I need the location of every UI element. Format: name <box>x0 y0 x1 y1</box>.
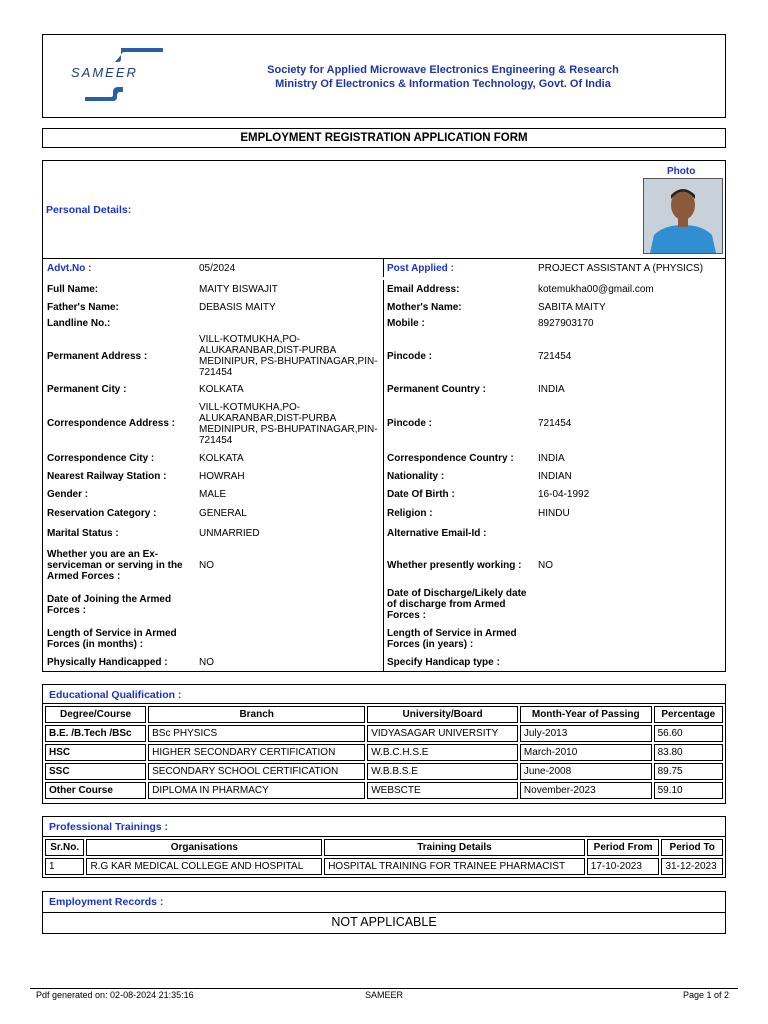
personal-row <box>43 280 725 298</box>
field-value: KOLKATA <box>199 453 244 464</box>
personal-row <box>43 544 725 586</box>
education-title: Educational Qualification : <box>49 689 182 701</box>
table-row <box>45 744 723 761</box>
field-label: Alternative Email-Id : <box>387 527 487 539</box>
table-cell: WEBSCTE <box>367 782 518 799</box>
field-label: Gender : <box>47 489 89 500</box>
column-header: Period From <box>587 839 660 856</box>
field-label: Reservation Category : <box>47 507 157 519</box>
field-label: Landline No.: <box>47 318 111 329</box>
table-cell: DIPLOMA IN PHARMACY <box>148 782 365 799</box>
education-table <box>43 704 725 801</box>
trainings-title: Professional Trainings : <box>49 821 169 833</box>
field-value <box>538 654 723 671</box>
table-cell: HIGHER SECONDARY CERTIFICATION <box>148 744 365 761</box>
field-value: MAITY BISWAJIT <box>199 283 278 295</box>
table-cell: 17-10-2023 <box>587 858 660 875</box>
personal-row <box>43 298 725 316</box>
personal-row <box>43 259 725 277</box>
table-row <box>45 782 723 799</box>
field-label: Specify Handicap type : <box>387 657 500 668</box>
field-label: Date of Discharge/Likely date of discharge from Armed Forces : <box>387 588 527 621</box>
logo-text: SAMEER <box>71 65 138 80</box>
field-value <box>199 316 379 331</box>
table-cell: BSc PHYSICS <box>148 725 365 742</box>
field-value: 05/2024 <box>199 262 236 274</box>
column-header: University/Board <box>367 706 518 723</box>
table-cell: June-2008 <box>520 763 652 780</box>
field-value: UNMARRIED <box>199 527 260 539</box>
field-label: Pincode : <box>387 418 433 429</box>
table-cell: R.G KAR MEDICAL COLLEGE AND HOSPITAL <box>86 858 322 875</box>
table-cell: SECONDARY SCHOOL CERTIFICATION <box>148 763 365 780</box>
field-value: kotemukha00@gmail.com <box>538 283 654 295</box>
table-cell: W.B.B.S.E <box>367 763 518 780</box>
personal-row <box>43 522 725 544</box>
field-label: Permanent Country : <box>387 384 486 395</box>
field-value: NO <box>199 657 214 668</box>
personal-row <box>43 449 725 468</box>
table-cell: HSC <box>45 744 146 761</box>
column-header: Period To <box>661 839 723 856</box>
table-row <box>45 858 723 875</box>
field-value: INDIA <box>538 453 565 464</box>
column-header: Branch <box>148 706 365 723</box>
field-value: INDIAN <box>538 471 572 482</box>
personal-row <box>43 586 725 623</box>
field-label: Mobile : <box>387 318 425 329</box>
field-label: Religion : <box>387 507 433 519</box>
column-header: Organisations <box>86 839 322 856</box>
field-label: Mother's Name: <box>387 301 462 313</box>
column-header: Percentage <box>654 706 723 723</box>
field-value: GENERAL <box>199 507 247 519</box>
table-cell: November-2023 <box>520 782 652 799</box>
professional-trainings-section <box>42 816 726 878</box>
column-header: Training Details <box>324 839 585 856</box>
field-label: Email Address: <box>387 283 460 295</box>
column-header: Degree/Course <box>45 706 146 723</box>
table-cell: 31-12-2023 <box>661 858 723 875</box>
field-value <box>199 623 379 654</box>
field-value: 16-04-1992 <box>538 489 590 500</box>
field-label: Post Applied : <box>387 262 454 274</box>
header <box>42 34 726 118</box>
table-cell: VIDYASAGAR UNIVERSITY <box>367 725 518 742</box>
field-label: Marital Status : <box>47 527 119 539</box>
table-cell: B.E. /B.Tech /BSc <box>45 725 146 742</box>
trainings-table <box>43 837 725 877</box>
employment-records-section <box>42 891 726 934</box>
table-cell: 83.80 <box>654 744 723 761</box>
field-value <box>199 586 379 623</box>
field-value: NO <box>199 559 214 571</box>
table-cell: 59.10 <box>654 782 723 799</box>
field-label: Length of Service in Armed Forces (in months) : <box>47 627 177 650</box>
table-cell: HOSPITAL TRAINING FOR TRAINEE PHARMACIST <box>324 858 585 875</box>
field-label: Pincode : <box>387 350 433 362</box>
field-label: Date of Joining the Armed Forces : <box>47 593 172 616</box>
personal-row <box>43 468 725 485</box>
personal-row <box>43 504 725 522</box>
column-header: Month-Year of Passing <box>520 706 652 723</box>
field-value: 8927903170 <box>538 318 594 329</box>
personal-row <box>43 654 725 671</box>
personal-row <box>43 316 725 331</box>
personal-details-section <box>42 160 726 672</box>
field-label: Physically Handicapped : <box>47 657 168 668</box>
footer-generated: Pdf generated on: 02-08-2024 21:35:16 <box>36 990 194 1000</box>
personal-details-title: Personal Details: <box>46 204 132 216</box>
table-cell: W.B.C.H.S.E <box>367 744 518 761</box>
field-value: MALE <box>199 489 227 500</box>
field-value: HINDU <box>538 507 570 519</box>
table-row <box>45 763 723 780</box>
field-value: DEBASIS MAITY <box>199 301 276 313</box>
field-value: INDIA <box>538 384 565 395</box>
field-label: Correspondence Address : <box>47 418 175 429</box>
field-value <box>538 522 723 544</box>
field-label: Advt.No : <box>47 262 92 274</box>
sameer-logo <box>63 45 173 105</box>
footer-page: Page 1 of 2 <box>683 990 730 1000</box>
field-value: KOLKATA <box>199 384 244 395</box>
field-label: Correspondence City : <box>47 453 155 464</box>
field-label: Whether you are an Ex-serviceman or serving in the Armed Forces : <box>47 548 183 582</box>
field-value: SABITA MAITY <box>538 301 606 313</box>
employment-value: NOT APPLICABLE <box>331 915 437 929</box>
field-label: Nationality : <box>387 471 445 482</box>
field-value: 721454 <box>538 418 572 429</box>
field-label: Date Of Birth : <box>387 489 455 500</box>
employment-title: Employment Records : <box>49 896 164 908</box>
field-value: 721454 <box>538 350 572 362</box>
field-label: Father's Name: <box>47 301 119 313</box>
field-value: PROJECT ASSISTANT A (PHYSICS) <box>538 262 704 274</box>
field-value: HOWRAH <box>199 471 245 482</box>
table-cell: 56.60 <box>654 725 723 742</box>
educational-qualification-section <box>42 684 726 804</box>
field-label: Permanent Address : <box>47 350 148 362</box>
table-cell: SSC <box>45 763 146 780</box>
form-title: EMPLOYMENT REGISTRATION APPLICATION FORM <box>42 128 726 148</box>
personal-row <box>43 331 725 381</box>
personal-row <box>43 485 725 504</box>
table-cell: July-2013 <box>520 725 652 742</box>
field-value: VILL-KOTMUKHA,PO-ALUKARANBAR,DIST-PURBA MEDINIPUR, PS-BHUPATINAGAR,PIN-721454 <box>199 401 378 446</box>
field-label: Whether presently working : <box>387 559 522 571</box>
table-row <box>45 725 723 742</box>
organization-name: Society for Applied Microwave Electronics Engineering & Research Ministry Of Electronics & Information Technology, Govt. Of India <box>267 64 619 90</box>
field-label: Permanent City : <box>47 384 127 395</box>
field-value: NO <box>538 559 553 571</box>
field-label: Nearest Railway Station : <box>47 471 167 482</box>
table-cell: 89.75 <box>654 763 723 780</box>
personal-row <box>43 398 725 449</box>
field-label: Length of Service in Armed Forces (in years) : <box>387 627 517 650</box>
field-value <box>538 623 723 654</box>
field-label: Full Name: <box>47 283 99 295</box>
table-cell: Other Course <box>45 782 146 799</box>
personal-row <box>43 623 725 654</box>
table-cell: March-2010 <box>520 744 652 761</box>
field-value: VILL-KOTMUKHA,PO-ALUKARANBAR,DIST-PURBA MEDINIPUR, PS-BHUPATINAGAR,PIN-721454 <box>199 334 378 378</box>
applicant-photo <box>643 178 723 254</box>
personal-row <box>43 381 725 398</box>
photo-label: Photo <box>667 166 696 177</box>
table-cell: 1 <box>45 858 84 875</box>
field-label: Correspondence Country : <box>387 453 514 464</box>
field-value <box>538 586 723 623</box>
footer-center: SAMEER <box>365 990 404 1000</box>
column-header: Sr.No. <box>45 839 84 856</box>
